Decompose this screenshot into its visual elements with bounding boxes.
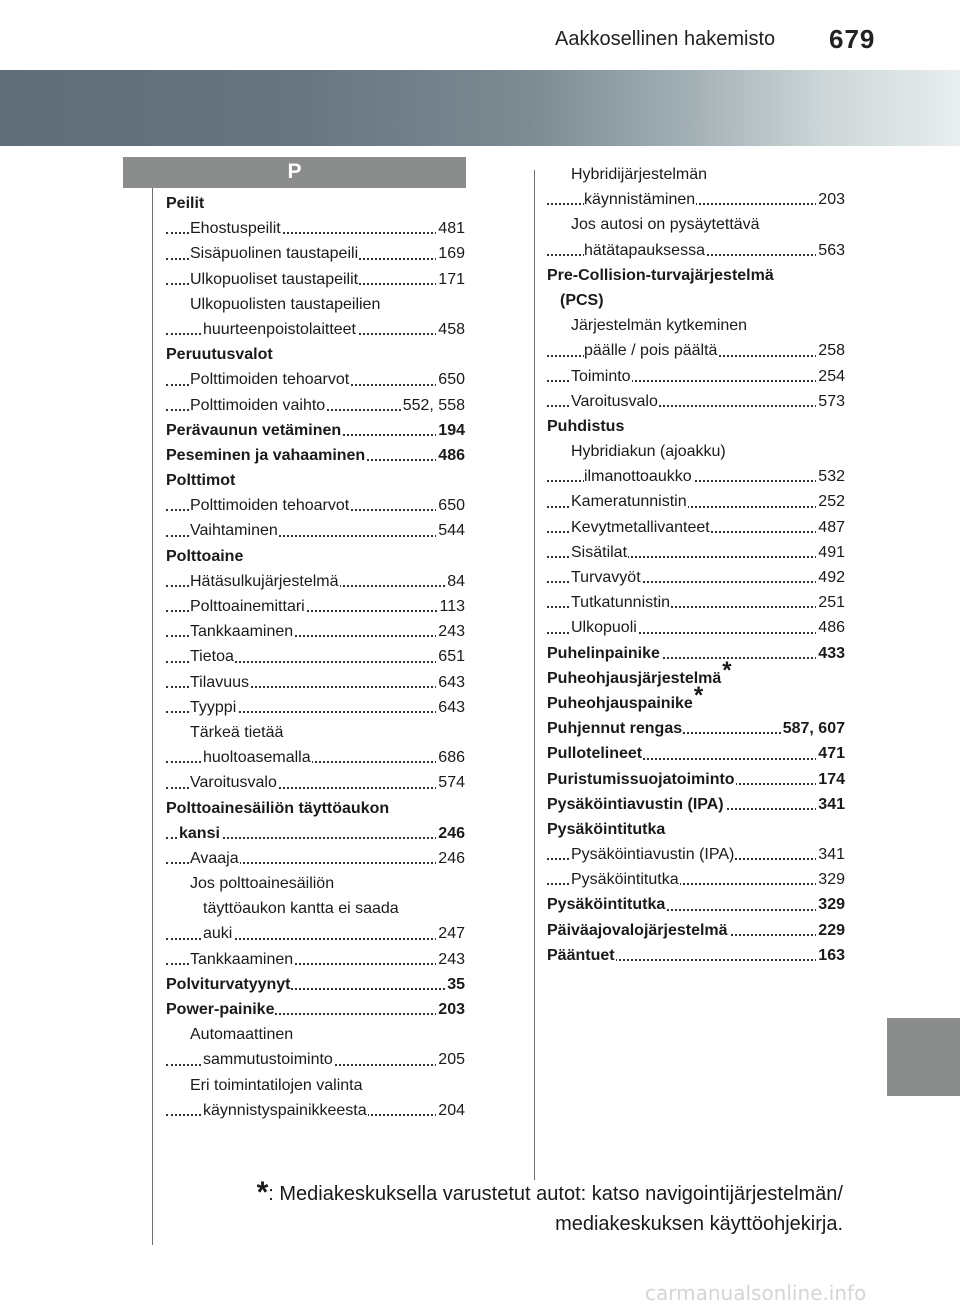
index-entry bbox=[166, 443, 465, 468]
index-entry-term: Polviturvatyynyt bbox=[166, 975, 291, 993]
index-entry-page: 329 bbox=[816, 892, 845, 917]
index-entry-page: 169 bbox=[436, 241, 465, 266]
index-entry bbox=[166, 418, 465, 443]
index-entry-term: huurteenpoistolaitteet bbox=[203, 320, 356, 338]
index-entry-term: Sisätilat bbox=[571, 543, 628, 561]
index-entry-page: 563 bbox=[816, 238, 845, 263]
index-entry-term: Hybridiakun (ajoakku) bbox=[571, 443, 726, 461]
index-entry-page: 481 bbox=[436, 216, 465, 241]
index-entry bbox=[166, 644, 465, 669]
index-entry-term: käynnistyspainikkeesta bbox=[203, 1101, 367, 1119]
index-entry-page: 329 bbox=[816, 867, 845, 892]
index-entry-term: Ulkopuoli bbox=[571, 619, 637, 637]
index-entry-page: 247 bbox=[436, 921, 465, 946]
index-entry-term: Tilavuus bbox=[190, 673, 249, 691]
index-column-left bbox=[166, 191, 465, 1123]
index-entry bbox=[547, 767, 845, 792]
index-entry-page: 258 bbox=[816, 338, 845, 363]
index-entry bbox=[547, 187, 845, 212]
index-entry-term: auki bbox=[203, 925, 233, 943]
index-entry bbox=[166, 544, 465, 569]
index-entry bbox=[547, 439, 845, 464]
index-entry-term: Tietoa bbox=[190, 648, 234, 666]
index-entry-term: Polttimot bbox=[166, 472, 236, 490]
index-entry-term: Pre-Collision-turvajärjestelmä bbox=[547, 266, 774, 284]
index-entry-term: Tankkaaminen bbox=[190, 623, 294, 641]
index-entry-page: 113 bbox=[437, 594, 465, 619]
index-entry-page: 587, 607 bbox=[781, 716, 845, 741]
index-entry bbox=[166, 670, 465, 695]
index-entry bbox=[166, 1047, 465, 1072]
index-entry-term: Pysäköintiavustin (IPA) bbox=[571, 846, 735, 864]
index-entry-term: Kameratunnistin bbox=[571, 493, 687, 511]
index-entry-term: (PCS) bbox=[560, 291, 604, 309]
index-entry bbox=[547, 489, 845, 514]
index-entry-page: 203 bbox=[436, 997, 465, 1022]
index-entry-term: Puheohjauspainike bbox=[547, 694, 693, 712]
index-entry bbox=[547, 565, 845, 590]
index-entry bbox=[547, 842, 845, 867]
index-entry bbox=[166, 342, 465, 367]
index-entry-term: Pysäköintitutka bbox=[547, 896, 666, 914]
index-entry-page: 243 bbox=[436, 947, 465, 972]
index-entry-term: Puhjennut rengas bbox=[547, 720, 683, 738]
footnote-line-2: mediakeskuksen käyttöohjekirja. bbox=[555, 1213, 843, 1235]
index-entry-page: 243 bbox=[436, 619, 465, 644]
index-entry bbox=[166, 317, 465, 342]
index-entry bbox=[166, 972, 465, 997]
index-entry bbox=[547, 364, 845, 389]
index-entry-term: Pullotelineet bbox=[547, 745, 643, 763]
header-banner bbox=[0, 70, 960, 146]
index-entry-page: 204 bbox=[436, 1098, 465, 1123]
index-entry-term: Pysäköintitutka bbox=[571, 871, 679, 889]
index-entry-term: Puhdistus bbox=[547, 417, 625, 435]
index-entry-term: Polttoaine bbox=[166, 547, 244, 565]
index-entry bbox=[166, 267, 465, 292]
index-entry-page: 487 bbox=[816, 515, 845, 540]
index-entry bbox=[547, 741, 845, 766]
index-entry bbox=[166, 569, 465, 594]
index-entry bbox=[547, 792, 845, 817]
index-entry-page: 203 bbox=[816, 187, 845, 212]
index-entry-term: Eri toimintatilojen valinta bbox=[190, 1076, 363, 1094]
index-entry-term: Polttimoiden vaihto bbox=[190, 396, 326, 414]
index-entry bbox=[547, 716, 845, 741]
index-entry-term: Järjestelmän kytkeminen bbox=[571, 317, 748, 335]
index-entry bbox=[547, 681, 845, 716]
index-entry-term: Power-painike bbox=[166, 1001, 275, 1018]
index-entry bbox=[166, 896, 465, 921]
index-entry-page: 686 bbox=[436, 745, 465, 770]
index-entry-term: ilmanottoaukko bbox=[584, 468, 692, 486]
index-entry bbox=[166, 796, 465, 821]
index-entry-term: Hybridijärjestelmän bbox=[571, 166, 708, 183]
index-entry bbox=[547, 263, 845, 288]
page-number: 679 bbox=[829, 24, 876, 54]
index-entry-page: 486 bbox=[436, 443, 465, 468]
index-entry-term: Polttoainesäiliön täyttöaukon bbox=[166, 799, 390, 817]
index-entry-page: 651 bbox=[436, 644, 465, 669]
index-entry-term: Tutkatunnistin bbox=[571, 594, 671, 612]
index-entry bbox=[166, 241, 465, 266]
index-entry-term: Avaaja bbox=[190, 849, 239, 867]
index-entry-term: Tankkaaminen bbox=[190, 950, 294, 968]
index-entry-page: 458 bbox=[436, 317, 465, 342]
index-entry bbox=[166, 997, 465, 1022]
index-entry-page: 254 bbox=[816, 364, 845, 389]
index-entry bbox=[547, 238, 845, 263]
index-entry bbox=[547, 313, 845, 338]
page-header bbox=[0, 0, 960, 64]
index-entry bbox=[166, 846, 465, 871]
index-entry-term: Hätäsulkujärjestelmä bbox=[190, 572, 339, 590]
index-entry bbox=[166, 367, 465, 392]
index-entry-page: 163 bbox=[816, 943, 845, 968]
index-entry-page: 574 bbox=[436, 770, 465, 795]
index-entry-term: Päiväajovalojärjestelmä bbox=[547, 921, 728, 939]
index-entry-page: 252 bbox=[816, 489, 845, 514]
chapter-thumb-tab bbox=[887, 1018, 960, 1096]
index-entry bbox=[166, 393, 465, 418]
index-entry-page: 552, 558 bbox=[401, 393, 465, 418]
index-entry-term: Pysäköintiavustin (IPA) bbox=[547, 795, 724, 813]
index-entry-term: päälle / pois päältä bbox=[584, 342, 718, 360]
index-entry-term: Puhelinpainike bbox=[547, 644, 660, 662]
index-entry-term: Tyyppi bbox=[190, 698, 237, 716]
index-entry-page: 433 bbox=[816, 641, 845, 666]
index-entry bbox=[547, 943, 845, 968]
index-entry bbox=[547, 338, 845, 363]
index-entry-term: käynnistäminen bbox=[584, 191, 696, 209]
footnote-line-1: *: Mediakeskuksella varustetut autot: katso navigointijärjestelmän/ bbox=[256, 1176, 843, 1209]
column-rule-left bbox=[152, 188, 153, 1245]
index-entry-page: 573 bbox=[816, 389, 845, 414]
index-entry-page: 650 bbox=[436, 367, 465, 392]
index-entry-page: 246 bbox=[436, 846, 465, 871]
index-entry-page: 643 bbox=[436, 670, 465, 695]
index-entry-page: 341 bbox=[816, 792, 845, 817]
index-entry-term: kansi bbox=[179, 824, 220, 842]
index-entry-term: Peruutusvalot bbox=[166, 346, 273, 364]
index-entry bbox=[166, 921, 465, 946]
index-entry-term: Pääntuet bbox=[547, 946, 615, 964]
watermark: carmanualsonline.info bbox=[645, 1281, 867, 1305]
footnote-marker: * bbox=[722, 656, 732, 684]
index-entry-page: 491 bbox=[816, 540, 845, 565]
index-entry-term: Pysäköintitutka bbox=[547, 820, 666, 838]
index-entry bbox=[547, 867, 845, 892]
index-entry-page: 251 bbox=[816, 590, 845, 615]
index-entry-term: Varoitusvalo bbox=[190, 774, 277, 792]
index-entry-term: Jos polttoainesäiliön bbox=[190, 875, 335, 893]
index-entry bbox=[547, 641, 845, 666]
index-entry-term: Kevytmetallivanteet bbox=[571, 518, 710, 536]
index-entry-page: 84 bbox=[445, 569, 465, 594]
index-entry bbox=[547, 288, 845, 313]
index-entry-term: täyttöaukon kantta ei saada bbox=[203, 900, 399, 918]
index-entry bbox=[166, 1098, 465, 1123]
index-entry-page: 486 bbox=[816, 615, 845, 640]
index-entry-term: huoltoasemalla bbox=[203, 749, 311, 767]
index-entry-page: 205 bbox=[436, 1047, 465, 1072]
index-entry-page: 171 bbox=[436, 267, 465, 292]
index-entry-term: Automaattinen bbox=[190, 1026, 294, 1044]
index-entry-term: hätätapauksessa bbox=[584, 241, 705, 259]
index-entry bbox=[166, 292, 465, 317]
index-entry bbox=[547, 817, 845, 842]
index-entry-page: 194 bbox=[436, 418, 465, 443]
index-entry bbox=[166, 695, 465, 720]
index-entry-term: Peseminen ja vahaaminen bbox=[166, 446, 366, 464]
footnote bbox=[183, 1178, 843, 1239]
index-entry bbox=[547, 918, 845, 943]
index-entry-page: 492 bbox=[816, 565, 845, 590]
footnote-star: * bbox=[256, 1176, 269, 1209]
index-entry-term: Polttimoiden tehoarvot bbox=[190, 371, 350, 389]
index-entry-term: Puheohjausjärjestelmä bbox=[547, 669, 722, 687]
index-entry-term: Ulkopuoliset taustapeilit bbox=[190, 270, 359, 288]
index-entry-page: 532 bbox=[816, 464, 845, 489]
section-tab bbox=[123, 157, 466, 188]
index-entry bbox=[547, 389, 845, 414]
index-entry-term: Puristumissuojatoiminto bbox=[547, 770, 735, 788]
index-entry bbox=[166, 821, 465, 846]
index-entry-term: Peilit bbox=[166, 195, 205, 212]
index-entry-term: Polttimoiden tehoarvot bbox=[190, 497, 350, 515]
index-entry-page: 643 bbox=[436, 695, 465, 720]
index-entry-term: sammutustoiminto bbox=[203, 1051, 333, 1069]
index-entry-term: Vaihtaminen bbox=[190, 522, 278, 540]
index-entry-page: 229 bbox=[816, 918, 845, 943]
footnote-marker: * bbox=[693, 681, 704, 709]
index-entry bbox=[166, 770, 465, 795]
index-entry-term: Jos autosi on pysäytettävä bbox=[571, 216, 760, 234]
index-entry bbox=[547, 464, 845, 489]
index-entry-term: Ehostuspeilit bbox=[190, 220, 281, 238]
index-entry bbox=[547, 590, 845, 615]
column-rule-middle bbox=[534, 170, 535, 1180]
index-entry bbox=[166, 1073, 465, 1098]
header-title: Aakkosellinen hakemisto bbox=[555, 28, 776, 50]
index-entry-term: Tärkeä tietää bbox=[190, 723, 284, 741]
index-entry-page: 544 bbox=[436, 518, 465, 543]
index-entry-page: 174 bbox=[816, 767, 845, 792]
index-entry bbox=[166, 1022, 465, 1047]
index-entry bbox=[166, 619, 465, 644]
index-entry-page: 650 bbox=[436, 493, 465, 518]
index-entry bbox=[166, 191, 465, 216]
index-entry-term: Polttoainemittari bbox=[190, 598, 305, 615]
index-entry-term: Turvavyöt bbox=[571, 569, 641, 586]
index-entry bbox=[166, 594, 465, 619]
index-entry bbox=[547, 892, 845, 917]
index-entry bbox=[166, 871, 465, 896]
index-entry bbox=[166, 468, 465, 493]
index-entry bbox=[166, 745, 465, 770]
index-entry-page: 35 bbox=[445, 972, 465, 997]
section-letter: P bbox=[287, 160, 302, 183]
index-entry bbox=[547, 162, 845, 187]
index-entry bbox=[166, 493, 465, 518]
index-entry bbox=[166, 518, 465, 543]
index-entry-page: 471 bbox=[816, 741, 845, 766]
index-entry bbox=[166, 216, 465, 241]
index-entry bbox=[166, 720, 465, 745]
index-column-right bbox=[547, 162, 845, 968]
index-entry-term: Ulkopuolisten taustapeilien bbox=[190, 295, 381, 313]
index-entry bbox=[547, 615, 845, 640]
index-entry-page: 341 bbox=[816, 842, 845, 867]
index-entry-term: Sisäpuolinen taustapeili bbox=[190, 245, 359, 263]
index-entry bbox=[547, 414, 845, 439]
index-entry bbox=[166, 947, 465, 972]
index-entry bbox=[547, 515, 845, 540]
index-entry-term: Varoitusvalo bbox=[571, 392, 658, 410]
index-entry-term: Perävaunun vetäminen bbox=[166, 421, 342, 439]
index-entry bbox=[547, 212, 845, 237]
index-entry bbox=[547, 540, 845, 565]
index-entry-term: Toiminto bbox=[571, 367, 631, 385]
index-entry-page: 246 bbox=[436, 821, 465, 846]
